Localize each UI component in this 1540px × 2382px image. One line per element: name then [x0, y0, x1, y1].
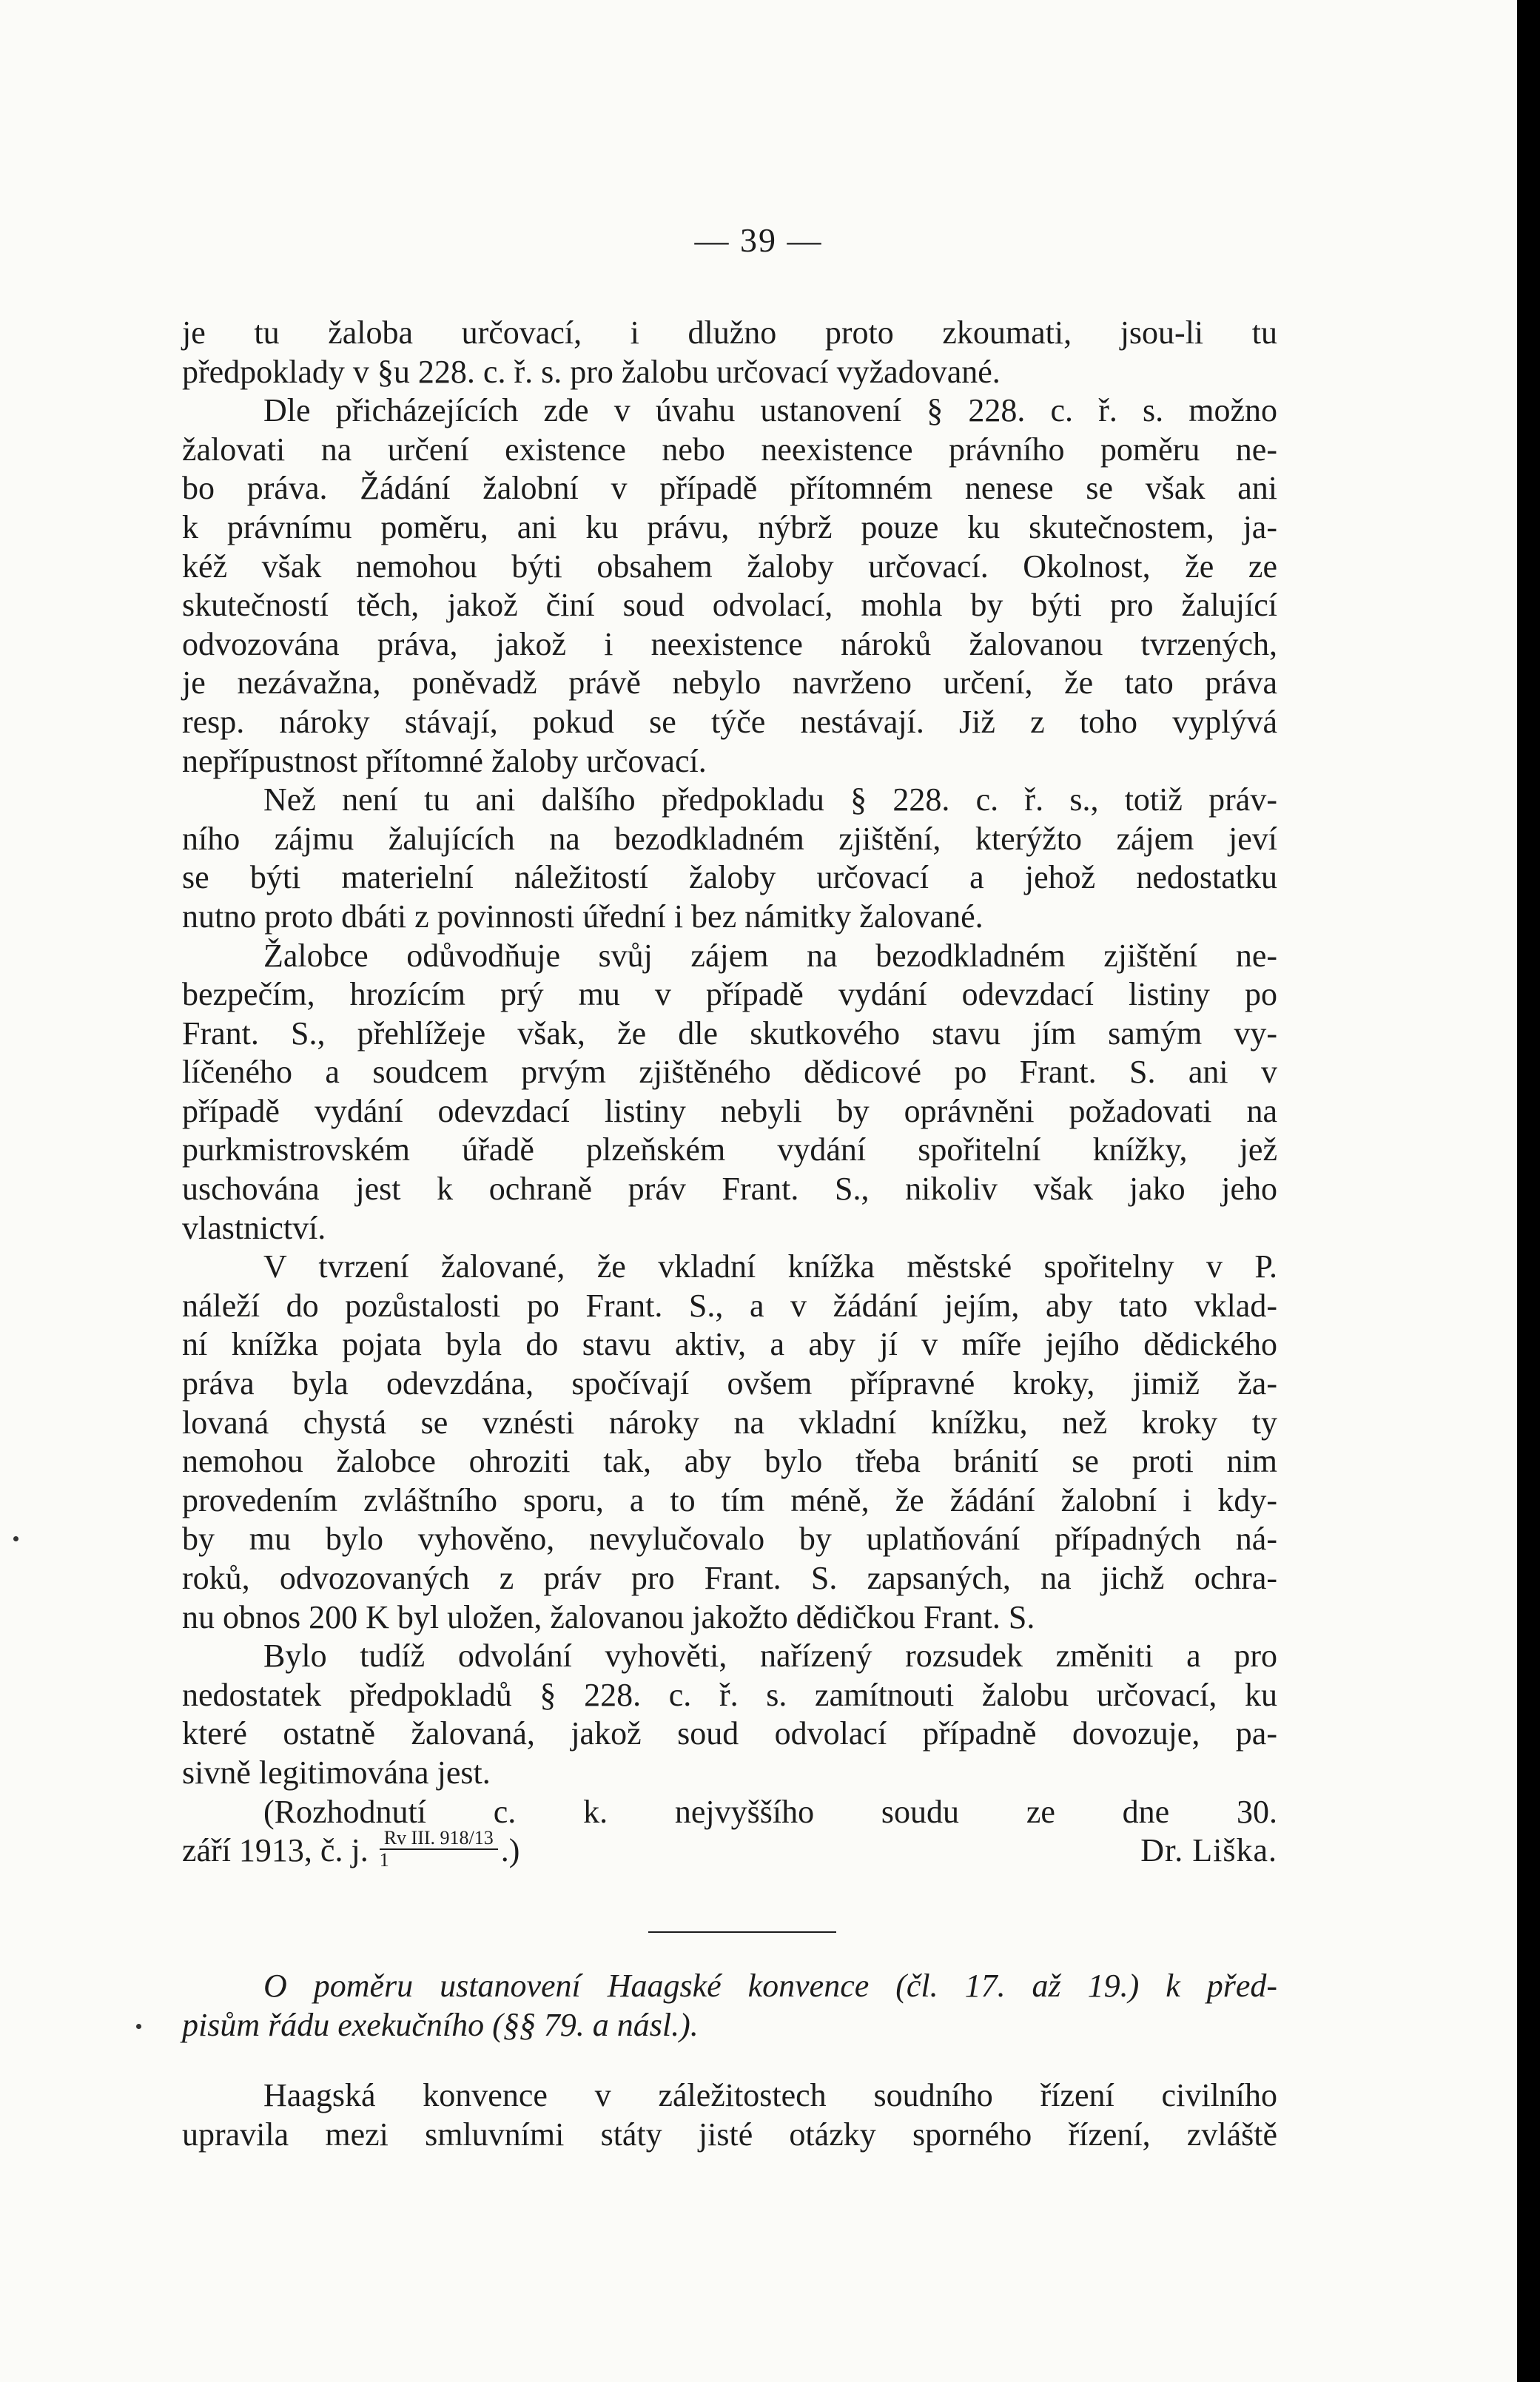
decision-citation: (Rozhodnutí c. k. nejvyššího soudu ze dne 30.	[263, 1793, 1277, 1830]
text-line: předpoklady v §u 228. c. ř. s. pro žalobu určovací vyžadované.	[182, 353, 1001, 390]
text-line: purkmistrovském úřadě plzeňském vydání spořitelní knížky, jež	[182, 1131, 1277, 1168]
text-line: uschována jest k ochraně práv Frant. S., nikoliv však jako jeho	[182, 1171, 1277, 1208]
heading-line: pisům řádu exekučního (§§ 79. a násl.).	[182, 2006, 699, 2043]
scan-border	[1517, 0, 1540, 2382]
paragraph-line: Haagská konvence v záležitostech soudního řízení civilního	[263, 2077, 1277, 2113]
date-signature-line	[182, 1827, 1277, 1871]
margin-mark	[136, 2024, 141, 2029]
next-paragraph	[182, 2076, 1277, 2154]
text-line: by mu bylo vyhověno, nevylučovalo by uplatňování případných ná-	[182, 1521, 1277, 1558]
text-line: nutno proto dbáti z povinnosti úřední i bez námitky žalované.	[182, 898, 983, 935]
margin-mark	[13, 1536, 19, 1541]
text-line: sivně legitimována jest.	[182, 1754, 491, 1791]
text-line: Než není tu ani dalšího předpokladu § 228. c. ř. s., totiž práv-	[263, 781, 1277, 818]
text-line: k právnímu poměru, ani ku právu, nýbrž pouze ku skutečnostem, ja-	[182, 508, 1277, 545]
section-divider	[648, 1931, 836, 1933]
text-line: kéž však nemohou býti obsahem žaloby určovací. Okolnost, že ze	[182, 548, 1277, 585]
text-line: Frant. S., přehlížeje však, že dle skutkového stavu jím samým vy-	[182, 1015, 1277, 1052]
text-line: vlastnictví.	[182, 1209, 326, 1246]
heading-line: O poměru ustanovení Haagské konvence (čl. 17. až 19.) k před-	[263, 1968, 1277, 2004]
section-heading	[182, 1965, 1277, 2043]
paragraph-line: upravila mezi smluvními státy jisté otázky sporného řízení, zvláště	[182, 2116, 1277, 2153]
reference-numerator: Rv III. 918/13	[380, 1828, 498, 1850]
text-line: práva byla odevzdána, spočívají ovšem přípravné kroky, jimiž ža-	[182, 1365, 1277, 1402]
reference-number	[380, 1828, 498, 1871]
text-line: odvozována práva, jakož i neexistence nároků žalovanou tvrzených,	[182, 625, 1277, 662]
signature: Dr. Liška.	[1140, 1832, 1277, 1869]
text-line: provedením zvláštního sporu, a to tím méně, že žádání žalobní i kdy-	[182, 1481, 1277, 1518]
page-number: — 39 —	[694, 221, 823, 259]
reference-denominator: 1	[379, 1849, 389, 1871]
text-line: roků, odvozovaných z práv pro Frant. S. zapsaných, na jichž ochra-	[182, 1560, 1277, 1596]
text-line: Dle přicházejících zde v úvahu ustanovení § 228. c. ř. s. možno	[263, 392, 1277, 429]
text-line: lovaná chystá se vznésti nároky na vkladní knížku, než kroky ty	[182, 1404, 1277, 1441]
text-line: nu obnos 200 K byl uložen, žalovanou jakožto dědičkou Frant. S.	[182, 1598, 1035, 1635]
text-line: je tu žaloba určovací, i dlužno proto zkoumati, jsou-li tu	[182, 314, 1277, 351]
date-suffix: .)	[500, 1832, 520, 1869]
text-line: bo práva. Žádání žalobní v případě přítomném nenese se však ani	[182, 470, 1277, 507]
text-line: bezpečím, hrozícím prý mu v případě vydání odevzdací listiny po	[182, 976, 1277, 1013]
text-line: nepřípustnost přítomné žaloby určovací.	[182, 742, 707, 779]
text-line: náleží do pozůstalosti po Frant. S., a v žádání jejím, aby tato vklad-	[182, 1287, 1277, 1324]
text-line: líčeného a soudcem prvým zjištěného dědicové po Frant. S. ani v	[182, 1054, 1277, 1091]
text-line: se býti materielní náležitostí žaloby určovací a jehož nedostatku	[182, 859, 1277, 896]
text-line: žalovati na určení existence nebo neexistence právního poměru ne-	[182, 431, 1277, 468]
text-line: ního zájmu žalujících na bezodkladném zjištění, kterýžto zájem jeví	[182, 820, 1277, 857]
text-line: které ostatně žalovaná, jakož soud odvolací případně dovozuje, pa-	[182, 1715, 1277, 1752]
text-line: Bylo tudíž odvolání vyhověti, nařízený rozsudek změniti a pro	[263, 1638, 1277, 1675]
date-prefix: září 1913, č. j.	[182, 1832, 369, 1869]
text-line: skutečností těch, jakož činí soud odvolací, mohla by býti pro žalující	[182, 587, 1277, 624]
text-line: ní knížka pojata byla do stavu aktiv, a aby jí v míře jejího dědického	[182, 1326, 1277, 1363]
text-line: případě vydání odevzdací listiny nebyli by oprávněni požadovati na	[182, 1092, 1277, 1129]
text-line: nemohou žalobce ohroziti tak, aby bylo třeba bránití se proti nim	[182, 1443, 1277, 1480]
body-text	[182, 314, 1277, 1871]
text-line: Žalobce odůvodňuje svůj zájem na bezodkladném zjištění ne-	[263, 937, 1277, 974]
text-line: resp. nároky stávají, pokud se týče nestávají. Již z toho vyplývá	[182, 703, 1277, 740]
text-line: nedostatek předpokladů § 228. c. ř. s. zamítnouti žalobu určovací, ku	[182, 1676, 1277, 1713]
text-line: je nezávažna, poněvadž právě nebylo navrženo určení, že tato práva	[182, 665, 1277, 702]
text-line: V tvrzení žalované, že vkladní knížka městské spořitelny v P.	[263, 1248, 1277, 1285]
